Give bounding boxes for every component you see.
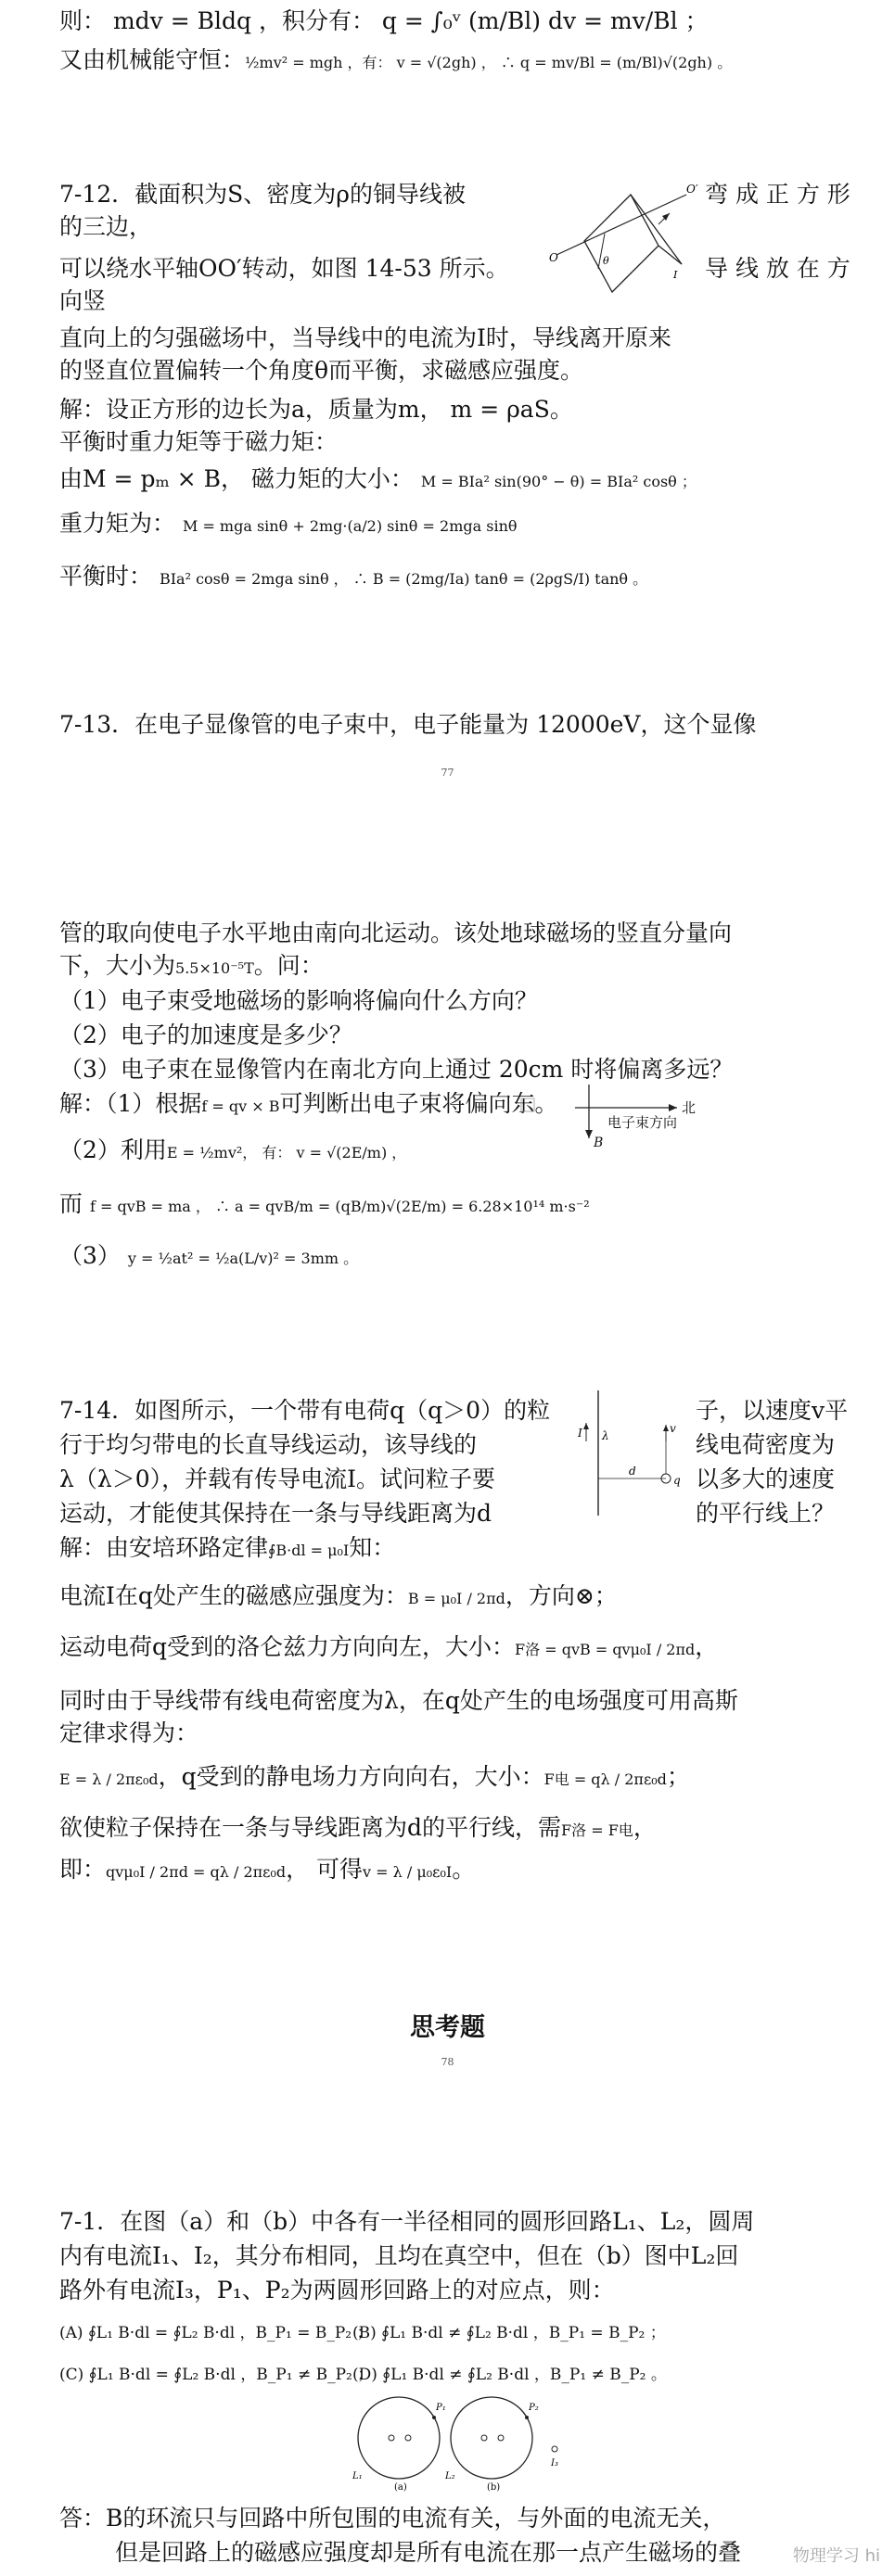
svg-text:P₂: P₂ — [529, 2403, 539, 2413]
problem-7-1-line-3: 路外有电流I₃，P₁、P₂为两圆形回路上的对应点，则： — [59, 2277, 615, 2303]
problem-7-12-line-5: 直向上的匀强磁场中，当导线中的电流为I时，导线离开原来 — [59, 324, 671, 351]
answer-3: （3） y = ½at² = ½a(L/v)² = 3mm 。 — [59, 1242, 359, 1269]
question-2: （2）电子的加速度是多少？ — [59, 1022, 352, 1048]
option-d: (D) ∮L₁ B·dl ≠ ∮L₂ B·dl ，B_P₁ ≠ B_P₂ 。 — [352, 2366, 667, 2384]
problem-7-14-line-11: 欲使粒子保持在一条与导线距离为d的平行线，需F洛 = F电， — [59, 1814, 657, 1841]
problem-7-12-line-4: 向竖 — [59, 287, 107, 314]
svg-text:λ: λ — [602, 1429, 609, 1442]
problem-7-14-right-1: 子，以速度v平 — [696, 1397, 849, 1424]
svg-text:P₁: P₁ — [436, 2403, 446, 2413]
problem-7-14-right-2: 线电荷密度为 — [696, 1431, 836, 1458]
answer-line-2: 但是回路上的磁感应强度却是所有电流在那一点产生磁场的叠 — [115, 2539, 742, 2566]
svg-text:L₁: L₁ — [352, 2471, 363, 2481]
svg-text:θ: θ — [603, 255, 609, 267]
question-1: （1）电子束受地磁场的影响将偏向什么方向？ — [59, 987, 538, 1014]
svg-text:O′: O′ — [686, 183, 698, 196]
equation: E = ½mv²， 有： v = √(2E/m) ， — [166, 1144, 407, 1161]
option-a: (A) ∮L₁ B·dl = ∮L₂ B·dl ，B_P₁ = B_P₂ ； — [59, 2324, 373, 2342]
problem-7-14-right-3: 以多大的速度 — [696, 1466, 836, 1492]
problem-7-13-line-2: 管的取向使电子水平地由南向北运动。该处地球磁场的竖直分量向 — [59, 920, 733, 946]
problem-7-14-line-6: 电流I在q处产生的磁感应强度为：B = μ₀I / 2πd，方向⊗； — [59, 1582, 618, 1609]
problem-7-12-line-6: 的竖直位置偏转一个角度θ而平衡，求磁感应强度。 — [59, 357, 584, 384]
problem-7-14-line-4: 运动，才能使其保持在一条与导线距离为d — [59, 1500, 492, 1527]
page-number-78: 78 — [441, 2056, 454, 2068]
answer-2: （2）利用E = ½mv²， 有： v = √(2E/m) ， — [59, 1136, 407, 1163]
loops-figure — [343, 2382, 594, 2494]
problem-7-14-line-2: 行于均匀带电的长直导线运动，该导线的 — [59, 1431, 478, 1458]
equation: M = BIa² sin(90° − θ) = BIa² cosθ ； — [420, 473, 697, 490]
answer-2b: 而 f = qvB = ma ， ∴ a = qvB/m = (qB/m)√(2E/m) = 6.28×10¹⁴ m·s⁻² — [59, 1190, 590, 1217]
question-3: （3）电子束在显像管内在南北方向上通过 20cm 时将偏离多远？ — [59, 1056, 734, 1083]
problem-7-14-line-3: λ（λ＞0），并载有传导电流I。试问粒子要 — [59, 1466, 495, 1492]
page-number-77: 77 — [441, 767, 454, 779]
equation: F洛 = qvB = qvμ₀I / 2πd — [515, 1641, 696, 1658]
equation: qvμ₀I / 2πd = qλ / 2πε₀d — [106, 1863, 287, 1881]
answer-1: 解：（1）根据f = qv × B可判断出电子束将偏向东。 — [59, 1090, 558, 1117]
svg-text:d: d — [629, 1465, 636, 1478]
svg-text:q: q — [673, 1474, 681, 1487]
option-c: (C) ∮L₁ B·dl = ∮L₂ B·dl ，B_P₁ ≠ B_P₂ ； — [59, 2366, 374, 2384]
problem-7-14-line-8: 同时由于导线带有线电荷密度为λ，在q处产生的电场强度可用高斯 — [59, 1687, 738, 1714]
equation: M = mga sinθ + 2mg·(a/2) sinθ = 2mga sinθ — [182, 517, 518, 535]
equation: E = λ / 2πε₀d — [59, 1770, 159, 1788]
top-line-2: 又由机械能守恒：½mv² = mgh ，有： v = √(2gh) ， ∴ q = mv/Bl = (m/Bl)√(2gh) 。 — [59, 46, 733, 73]
beam-direction-label: 电子束方向 — [607, 1114, 678, 1131]
option-b: (B) ∮L₁ B·dl ≠ ∮L₂ B·dl ，B_P₁ = B_P₂ ； — [352, 2324, 666, 2342]
svg-text:I₃: I₃ — [551, 2458, 558, 2468]
svg-text:(a): (a) — [394, 2482, 407, 2493]
equation: B = μ₀I / 2πd — [407, 1590, 505, 1607]
north-label: 北 — [682, 1099, 697, 1116]
problem-7-14-line-7: 运动电荷q受到的洛仑兹力方向向左，大小：F洛 = qvB = qvμ₀I / 2πd， — [59, 1633, 719, 1660]
problem-7-14-right-4: 的平行线上？ — [696, 1500, 836, 1527]
problem-7-12-line-10: 重力矩为： M = mga sinθ + 2mg·(a/2) sinθ = 2mga sinθ — [59, 510, 518, 537]
svg-text:(b): (b) — [487, 2482, 501, 2493]
problem-7-14-line-5: 解：由安培环路定律∮B·dl = μ₀I知： — [59, 1534, 396, 1561]
problem-7-12-line-3: 可以绕水平轴OO′转动，如图 14-53 所示。 — [59, 255, 509, 282]
problem-7-14-line-9: 定律求得为： — [59, 1719, 199, 1746]
problem-7-1-line-1: 7-1．在图（a）和（b）中各有一半径相同的圆形回路L₁、L₂，圆周 — [59, 2208, 755, 2235]
equation: F电 = qλ / 2πε₀d — [543, 1770, 667, 1788]
problem-7-12-line-2: 的三边， — [59, 213, 153, 240]
problem-7-12-right-3: 导 线 放 在 方 — [705, 255, 850, 282]
equation: 则： mdv = Bldq ，积分有： q = ∫₀ᵛ (m/Bl) dv = mv/Bl ； — [59, 7, 709, 34]
field-b-label: B — [594, 1136, 604, 1150]
problem-7-12-right-1: 弯 成 正 方 形 — [705, 181, 850, 208]
problem-7-1-line-2: 内有电流I₁、I₂，其分布相同，且均在真空中，但在（b）图中L₂回 — [59, 2242, 739, 2269]
problem-7-14-line-10: E = λ / 2πε₀d，q受到的静电场力方向向右，大小：F电 = qλ / 2πε₀d； — [59, 1763, 690, 1790]
svg-text:I: I — [578, 1427, 582, 1440]
problem-7-12-line-7: 解：设正方形的边长为a，质量为m， m = ρaS。 — [59, 396, 573, 423]
problem-7-12-line-11: 平衡时： BIa² cosθ = 2mga sinθ ， ∴ B = (2mg/Ia) tanθ = (2ρgS/I) tanθ 。 — [59, 563, 648, 590]
problem-7-14-line-12: 即：qvμ₀I / 2πd = qλ / 2πε₀d， 可得v = λ / μ₀ε₀I。 — [59, 1856, 476, 1883]
top-line-1 — [59, 6, 709, 37]
answer-line-1: 答：B的环流只与回路中所包围的电流有关，与外面的电流无关， — [59, 2505, 726, 2532]
svg-text:I: I — [673, 269, 678, 281]
equation: ∮B·dl = μ₀I — [268, 1542, 350, 1559]
wire-particle-figure — [575, 1386, 696, 1525]
equation: f = qvB = ma ， ∴ a = qvB/m = (qB/m)√(2E/m) = 6.28×10¹⁴ m·s⁻² — [89, 1198, 590, 1215]
svg-text:v: v — [670, 1422, 676, 1435]
equation: y = ½at² = ½a(L/v)² = 3mm 。 — [127, 1250, 359, 1267]
svg-text:L₂: L₂ — [445, 2471, 455, 2481]
equation: v = λ / μ₀ε₀I — [363, 1863, 453, 1881]
problem-7-12-title: 7-12．截面积为S、密度为ρ的铜导线被 — [59, 181, 466, 208]
problem-7-13-line-3: 下，大小为5.5×10⁻⁵T。问： — [59, 952, 324, 979]
problem-7-12-line-8: 平衡时重力矩等于磁力矩： — [59, 428, 339, 455]
section-heading: 思考题 — [410, 2013, 485, 2042]
problem-7-13-line-1: 7-13．在电子显像管的电子束中，电子能量为 12000eV，这个显像 — [59, 711, 757, 738]
svg-text:O: O — [549, 251, 558, 264]
problem-7-14-line-1: 7-14．如图所示，一个带有电荷q（q＞0）的粒 — [59, 1397, 551, 1424]
equation: ½mv² = mgh ，有： v = √(2gh) ， ∴ q = mv/Bl = (m/Bl)√(2gh) 。 — [245, 54, 733, 71]
equation: BIa² cosθ = 2mga sinθ ， ∴ B = (2mg/Ia) tanθ = (2ρgS/I) tanθ 。 — [159, 570, 648, 588]
bent-wire-figure — [547, 176, 696, 297]
problem-7-12-line-9: 由M = pₘ × B， 磁力矩的大小： M = BIa² sin(90° − θ) = BIa² cosθ ； — [59, 465, 697, 492]
watermark: 物理学习 hi — [792, 2546, 880, 2566]
